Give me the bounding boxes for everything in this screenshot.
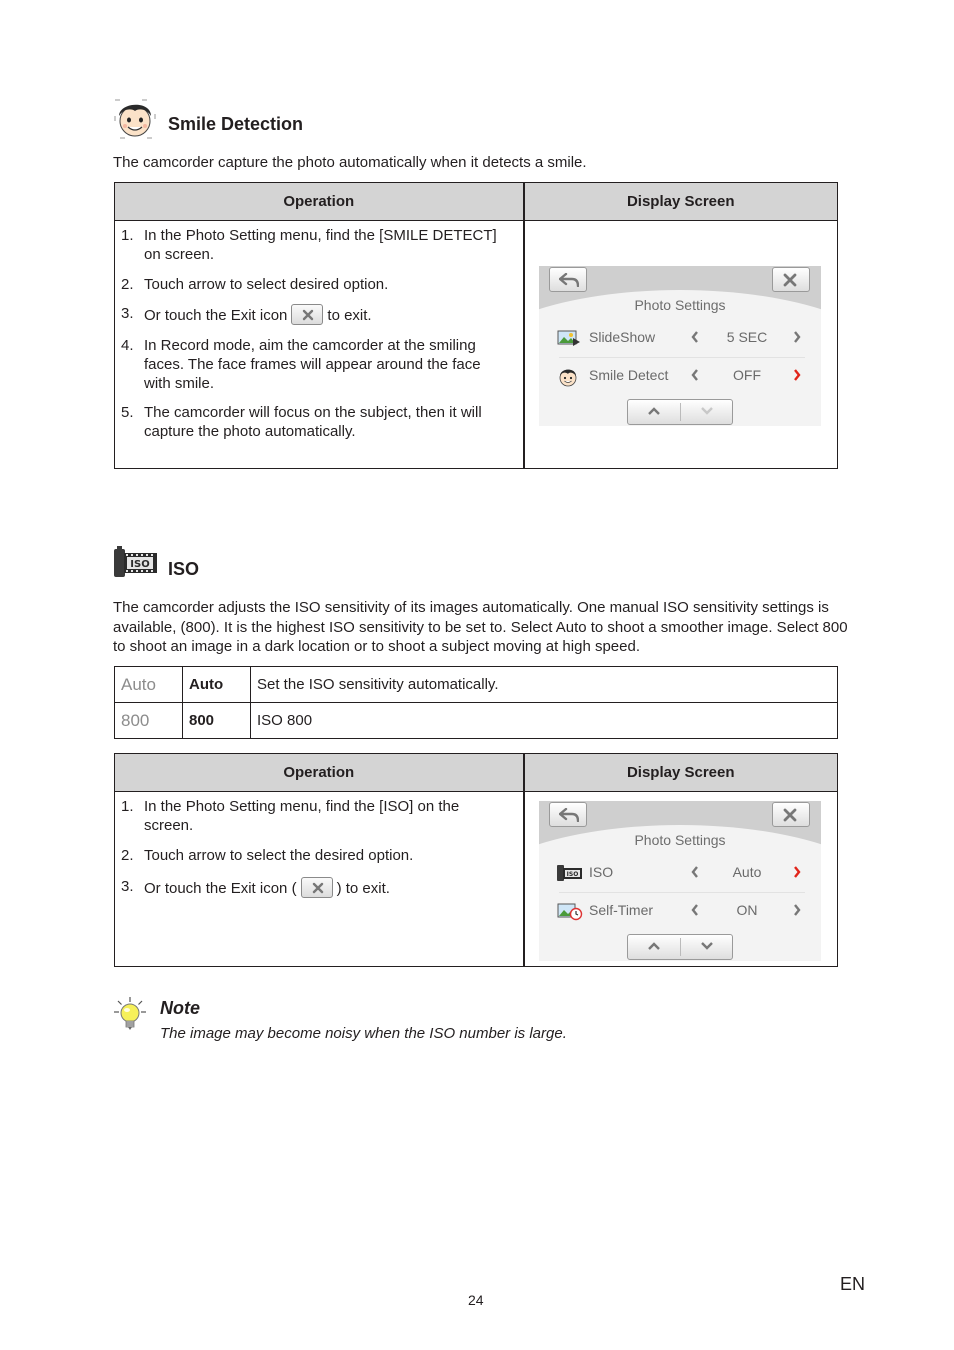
page-down-button[interactable] bbox=[681, 400, 733, 424]
column-header-display-screen: Display Screen bbox=[524, 754, 838, 792]
smile-face-icon bbox=[557, 366, 581, 386]
chevron-left-icon[interactable] bbox=[691, 904, 699, 916]
option-name: 800 bbox=[183, 703, 251, 739]
svg-text:ISO: ISO bbox=[130, 559, 150, 570]
chevron-right-icon[interactable] bbox=[793, 904, 801, 916]
iso-steps-list bbox=[115, 792, 523, 898]
setting-label: ISO bbox=[589, 864, 614, 880]
page-number: 24 bbox=[468, 1292, 484, 1308]
column-header-operation: Operation bbox=[115, 754, 524, 792]
smile-detection-icon bbox=[113, 96, 157, 140]
svg-text:ISO: ISO bbox=[566, 871, 579, 878]
page-down-button[interactable] bbox=[681, 935, 733, 959]
setting-label: SlideShow bbox=[589, 329, 656, 345]
chevron-right-icon[interactable] bbox=[793, 369, 801, 381]
table-row bbox=[115, 667, 838, 703]
setting-value: 5 SEC bbox=[726, 329, 768, 345]
chevron-left-icon[interactable] bbox=[691, 369, 699, 381]
note-title: Note bbox=[160, 998, 200, 1018]
screen-title: Photo Settings bbox=[634, 297, 726, 313]
back-button[interactable] bbox=[549, 267, 587, 292]
column-header-display-screen: Display Screen bbox=[524, 183, 838, 221]
setting-value: ON bbox=[736, 902, 758, 918]
page-nav bbox=[627, 399, 733, 425]
setting-label: Self-Timer bbox=[589, 902, 654, 918]
chevron-right-icon[interactable] bbox=[793, 866, 801, 878]
note-text: The image may become noisy when the ISO number is large. bbox=[160, 1025, 567, 1042]
slideshow-icon bbox=[557, 328, 581, 348]
smile-photo-settings-screen bbox=[539, 266, 821, 426]
iso-description: The camcorder adjusts the ISO sensitivity of its images automatically. One manual ISO sensitivity settings is available, (800). It is the highest ISO sensitivity to be set to. Select Auto to shoot a smoother image. Select 800 to shoot an image in a dark location or to shoot a subject moving at high speed. bbox=[113, 599, 848, 655]
setting-row-self-timer[interactable] bbox=[555, 893, 807, 930]
lightbulb-icon bbox=[113, 996, 147, 1032]
setting-value: Auto bbox=[732, 864, 762, 880]
option-display: Auto bbox=[115, 667, 183, 703]
option-description: Set the ISO sensitivity automatically. bbox=[251, 667, 838, 703]
table-row bbox=[115, 703, 838, 739]
screen-title: Photo Settings bbox=[634, 832, 726, 848]
section-title-smile-detection: Smile Detection bbox=[168, 114, 304, 134]
chevron-left-icon[interactable] bbox=[691, 331, 699, 343]
self-timer-icon bbox=[557, 901, 581, 921]
iso-photo-settings-screen bbox=[539, 801, 821, 961]
back-button[interactable] bbox=[549, 802, 587, 827]
iso-film-icon bbox=[113, 546, 157, 590]
list-item: 1. In the Photo Setting menu, find the [ISO] on the screen. bbox=[121, 798, 460, 834]
exit-button[interactable] bbox=[772, 267, 810, 292]
smile-steps-cell bbox=[115, 221, 524, 469]
setting-row-iso[interactable] bbox=[555, 855, 807, 892]
smile-steps-list bbox=[115, 221, 523, 441]
exit-button[interactable] bbox=[772, 802, 810, 827]
column-header-operation: Operation bbox=[115, 183, 524, 221]
iso-steps-cell bbox=[115, 792, 524, 967]
page-nav bbox=[627, 934, 733, 960]
setting-value: OFF bbox=[733, 367, 761, 383]
setting-label: Smile Detect bbox=[589, 367, 669, 383]
iso-film-icon bbox=[557, 863, 581, 883]
iso-options-table bbox=[114, 666, 838, 739]
option-display: 800 bbox=[115, 703, 183, 739]
language-code: EN bbox=[840, 1274, 866, 1294]
chevron-left-icon[interactable] bbox=[691, 866, 699, 878]
list-item: 3. Or touch the Exit icon ( ) to exit. bbox=[121, 877, 390, 897]
exit-icon bbox=[301, 877, 333, 898]
page-up-button[interactable] bbox=[628, 935, 680, 959]
chevron-right-icon[interactable] bbox=[793, 331, 801, 343]
setting-row-smile-detect[interactable] bbox=[555, 358, 807, 395]
section-title-iso: ISO bbox=[168, 559, 200, 579]
list-item: 2. Touch arrow to select the desired option. bbox=[121, 846, 414, 864]
exit-icon bbox=[291, 304, 323, 325]
page-up-button[interactable] bbox=[628, 400, 680, 424]
list-item: 2. Touch arrow to select desired option. bbox=[121, 275, 389, 293]
option-description: ISO 800 bbox=[251, 703, 838, 739]
smile-description: The camcorder capture the photo automatically when it detects a smile. bbox=[113, 154, 587, 171]
list-item: 5. The camcorder will focus on the subject, then it will capture the photo automatically. bbox=[121, 404, 482, 440]
option-name: Auto bbox=[183, 667, 251, 703]
setting-row-slideshow[interactable] bbox=[555, 320, 807, 357]
list-item: 3. Or touch the Exit icon to exit. bbox=[121, 305, 372, 324]
list-item: 1. In the Photo Setting menu, find the [SMILE DETECT] on screen. bbox=[121, 227, 497, 263]
list-item: 4. In Record mode, aim the camcorder at the smiling faces. The face frames will appear around the face with smile. bbox=[121, 336, 481, 392]
